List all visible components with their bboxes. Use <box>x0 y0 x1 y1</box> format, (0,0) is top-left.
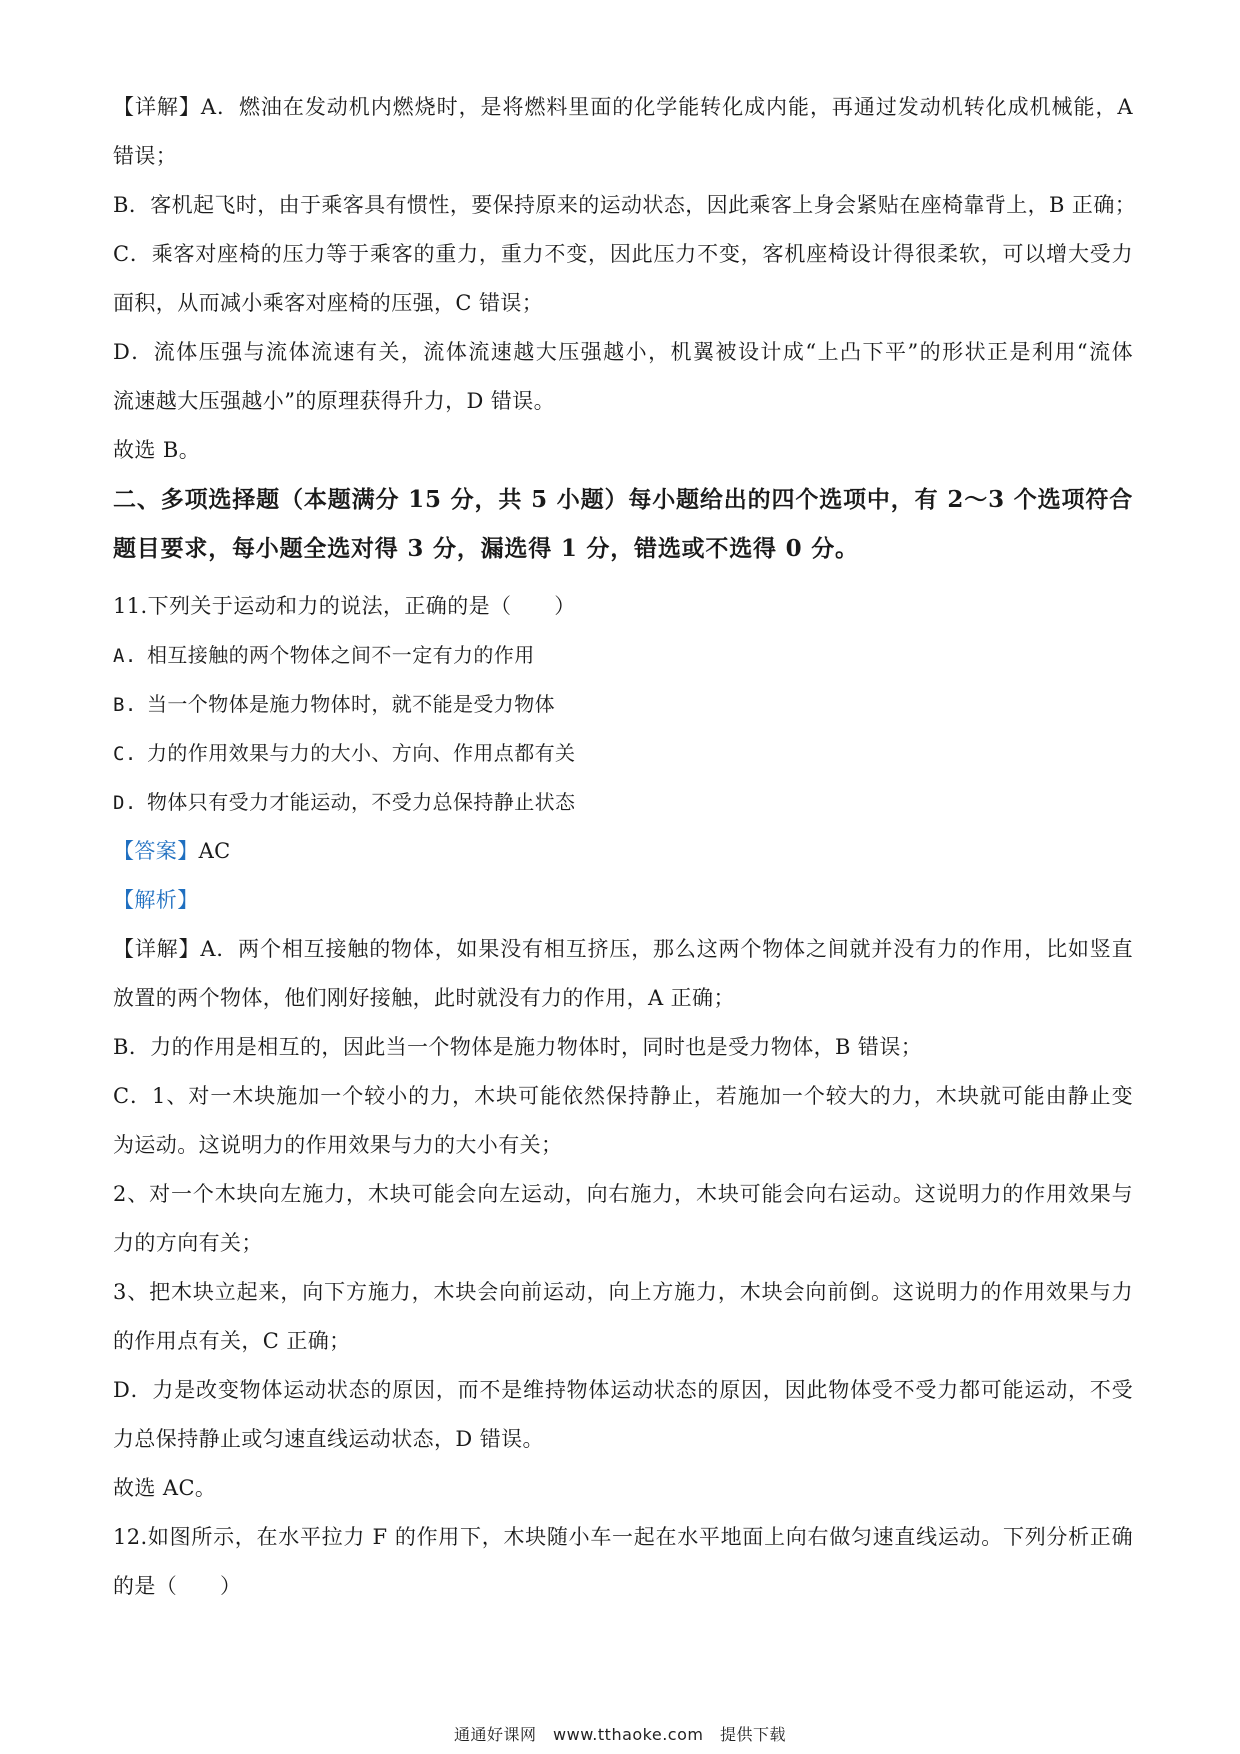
section-heading-line-1: 二、多项选择题（本题满分 15 分，共 5 小题）每小题给出的四个选项中，有 2～3 个选项符合 <box>113 486 1133 513</box>
q11-detail-line-10: D．力是改变物体运动状态的原因，而不是维持物体运动状态的原因，因此物体受不受力都可能运动，不受 <box>113 1378 1133 1402</box>
q10-detail-line-4: C．乘客对座椅的压力等于乘客的重力，重力不变，因此压力不变，客机座椅设计得很柔软，可以增大受力 <box>113 242 1133 266</box>
q11-detail-line-9: 的作用点有关，C 正确； <box>113 1329 351 1353</box>
q10-detail-line-6: D．流体压强与流体流速有关，流体流速越大压强越小，机翼被设计成“上凸下平”的形状正是利用“流体 <box>113 340 1133 364</box>
q10-conclusion: 故选 B。 <box>113 438 201 462</box>
q11-option-d <box>113 787 1133 818</box>
option-letter: B. <box>113 694 137 716</box>
q11-analysis <box>113 885 1133 915</box>
q11-detail-line-4: C．1、对一木块施加一个较小的力，木块可能依然保持静止，若施加一个较大的力，木块就可能由静止变 <box>113 1084 1133 1108</box>
q11-detail-line-1 <box>113 934 1133 964</box>
section-heading-line-2: 题目要求，每小题全选对得 3 分，漏选得 1 分，错选或不选得 0 分。 <box>113 535 859 562</box>
detail-text: A．两个相互接触的物体，如果没有相互挤压，那么这两个物体之间就并没有力的作用，比如竖直 <box>200 937 1133 961</box>
q11-detail-line-5: 为运动。这说明力的作用效果与力的大小有关； <box>113 1133 563 1157</box>
q11-option-a <box>113 640 1133 671</box>
q11-detail-line-7: 力的方向有关； <box>113 1231 263 1255</box>
q11-stem: 11.下列关于运动和力的说法，正确的是（ ） <box>113 594 576 618</box>
detail-tag: 【详解】 <box>113 95 201 119</box>
option-letter: C. <box>113 743 137 765</box>
answer-tag: 【答案】 <box>113 839 199 863</box>
q11-detail-line-6: 2、对一个木块向左施力，木块可能会向左运动，向右施力，木块可能会向右运动。这说明力的作用效果与 <box>113 1182 1133 1206</box>
q11-conclusion: 故选 AC。 <box>113 1476 217 1500</box>
answer-value: AC <box>198 839 231 863</box>
detail-tag: 【详解】 <box>113 937 201 961</box>
q11-detail-line-8: 3、把木块立起来，向下方施力，木块会向前运动，向上方施力，木块会向前倒。这说明力的作用效果与力 <box>113 1280 1133 1304</box>
q12-stem-line-1: 12.如图所示，在水平拉力 F 的作用下，木块随小车一起在水平地面上向右做匀速直线运动。下列分析正确 <box>113 1525 1133 1549</box>
q11-detail-line-2: 放置的两个物体，他们刚好接触，此时就没有力的作用，A 正确； <box>113 986 735 1010</box>
detail-text: A．燃油在发动机内燃烧时，是将燃料里面的化学能转化成内能，再通过发动机转化成机械能，A <box>200 95 1133 119</box>
q11-detail-line-3: B．力的作用是相互的，因此当一个物体是施力物体时，同时也是受力物体，B 错误； <box>113 1035 923 1059</box>
q11-option-b <box>113 689 1133 720</box>
q11-detail-line-11: 力总保持静止或匀速直线运动状态，D 错误。 <box>113 1427 544 1451</box>
q10-detail-line-3: B．客机起飞时，由于乘客具有惯性，要保持原来的运动状态，因此乘客上身会紧贴在座椅靠背上，B 正确； <box>113 193 1137 217</box>
option-text: 力的作用效果与力的大小、方向、作用点都有关 <box>147 741 576 765</box>
q11-option-c <box>113 738 1133 769</box>
option-text: 物体只有受力才能运动，不受力总保持静止状态 <box>147 790 576 814</box>
option-text: 当一个物体是施力物体时，就不能是受力物体 <box>147 692 555 716</box>
analysis-tag: 【解析】 <box>113 888 199 912</box>
q11-answer <box>113 836 1133 866</box>
option-text: 相互接触的两个物体之间不一定有力的作用 <box>147 643 535 667</box>
q10-detail-line-7: 流速越大压强越小”的原理获得升力，D 错误。 <box>113 389 556 413</box>
page-footer: 通通好课网 www.tthaoke.com 提供下载 <box>454 1725 786 1744</box>
q12-stem-line-2: 的是（ ） <box>113 1574 242 1598</box>
q10-detail-line-5: 面积，从而减小乘客对座椅的压强，C 错误； <box>113 291 544 315</box>
option-letter: A. <box>113 645 137 667</box>
option-letter: D. <box>113 792 137 814</box>
q10-detail-line-2: 错误； <box>113 144 178 168</box>
q10-detail-line-1 <box>113 92 1133 122</box>
